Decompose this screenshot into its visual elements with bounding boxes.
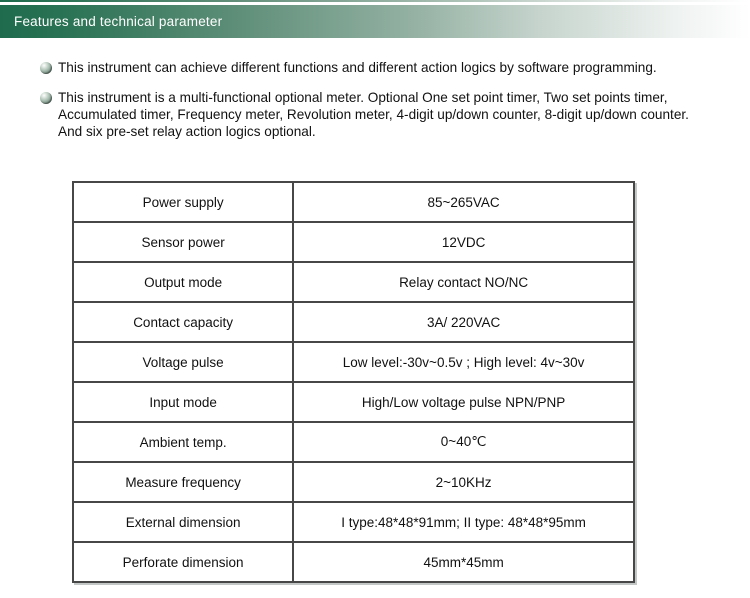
table-row [73,262,634,302]
feature-text: This instrument is a multi-functional optional meter. Optional One set point timer, Two set points timer, Accumulated timer, Frequency meter, Revolution meter, 4-digit up/down counter, 8-digit up/down counter. And six pre-set relay action logics optional. [58,90,689,139]
table-row [73,222,634,262]
list-item [40,59,710,76]
spec-label-cell: Power supply [73,182,293,222]
spec-value-cell: 0~40℃ [293,422,634,462]
spec-label-cell: External dimension [73,502,293,542]
spec-value-cell: 45mm*45mm [293,542,634,582]
spec-label-cell: Ambient temp. [73,422,293,462]
spec-value-cell: 12VDC [293,222,634,262]
page-title: Features and technical parameter [14,14,223,29]
spec-value-cell: Relay contact NO/NC [293,262,634,302]
spec-value-cell: Low level:-30v~0.5v ; High level: 4v~30v [293,342,634,382]
spec-label-cell: Sensor power [73,222,293,262]
spec-value-cell: High/Low voltage pulse NPN/PNP [293,382,634,422]
sphere-bullet-icon [40,92,52,104]
table-row [73,462,634,502]
spec-label-cell: Perforate dimension [73,542,293,582]
table-row [73,302,634,342]
table-row [73,502,634,542]
section-header-banner [0,5,750,38]
spec-label-cell: Input mode [73,382,293,422]
spec-label-cell: Output mode [73,262,293,302]
table-body [73,182,634,582]
list-item [40,89,710,140]
table-row [73,542,634,582]
sphere-bullet-icon [40,62,52,74]
table-row [73,422,634,462]
spec-label-cell: Measure frequency [73,462,293,502]
table-row [73,182,634,222]
spec-value-cell: I type:48*48*91mm; II type: 48*48*95mm [293,502,634,542]
spec-value-cell: 2~10KHz [293,462,634,502]
technical-parameter-table [72,181,635,583]
feature-text: This instrument can achieve different functions and different action logics by software programming. [58,60,657,75]
spec-label-cell: Contact capacity [73,302,293,342]
table-row [73,342,634,382]
feature-bullet-list [40,38,710,140]
table-row [73,382,634,422]
spec-label-cell: Voltage pulse [73,342,293,382]
top-accent-line [0,0,750,2]
spec-value-cell: 85~265VAC [293,182,634,222]
spec-value-cell: 3A/ 220VAC [293,302,634,342]
